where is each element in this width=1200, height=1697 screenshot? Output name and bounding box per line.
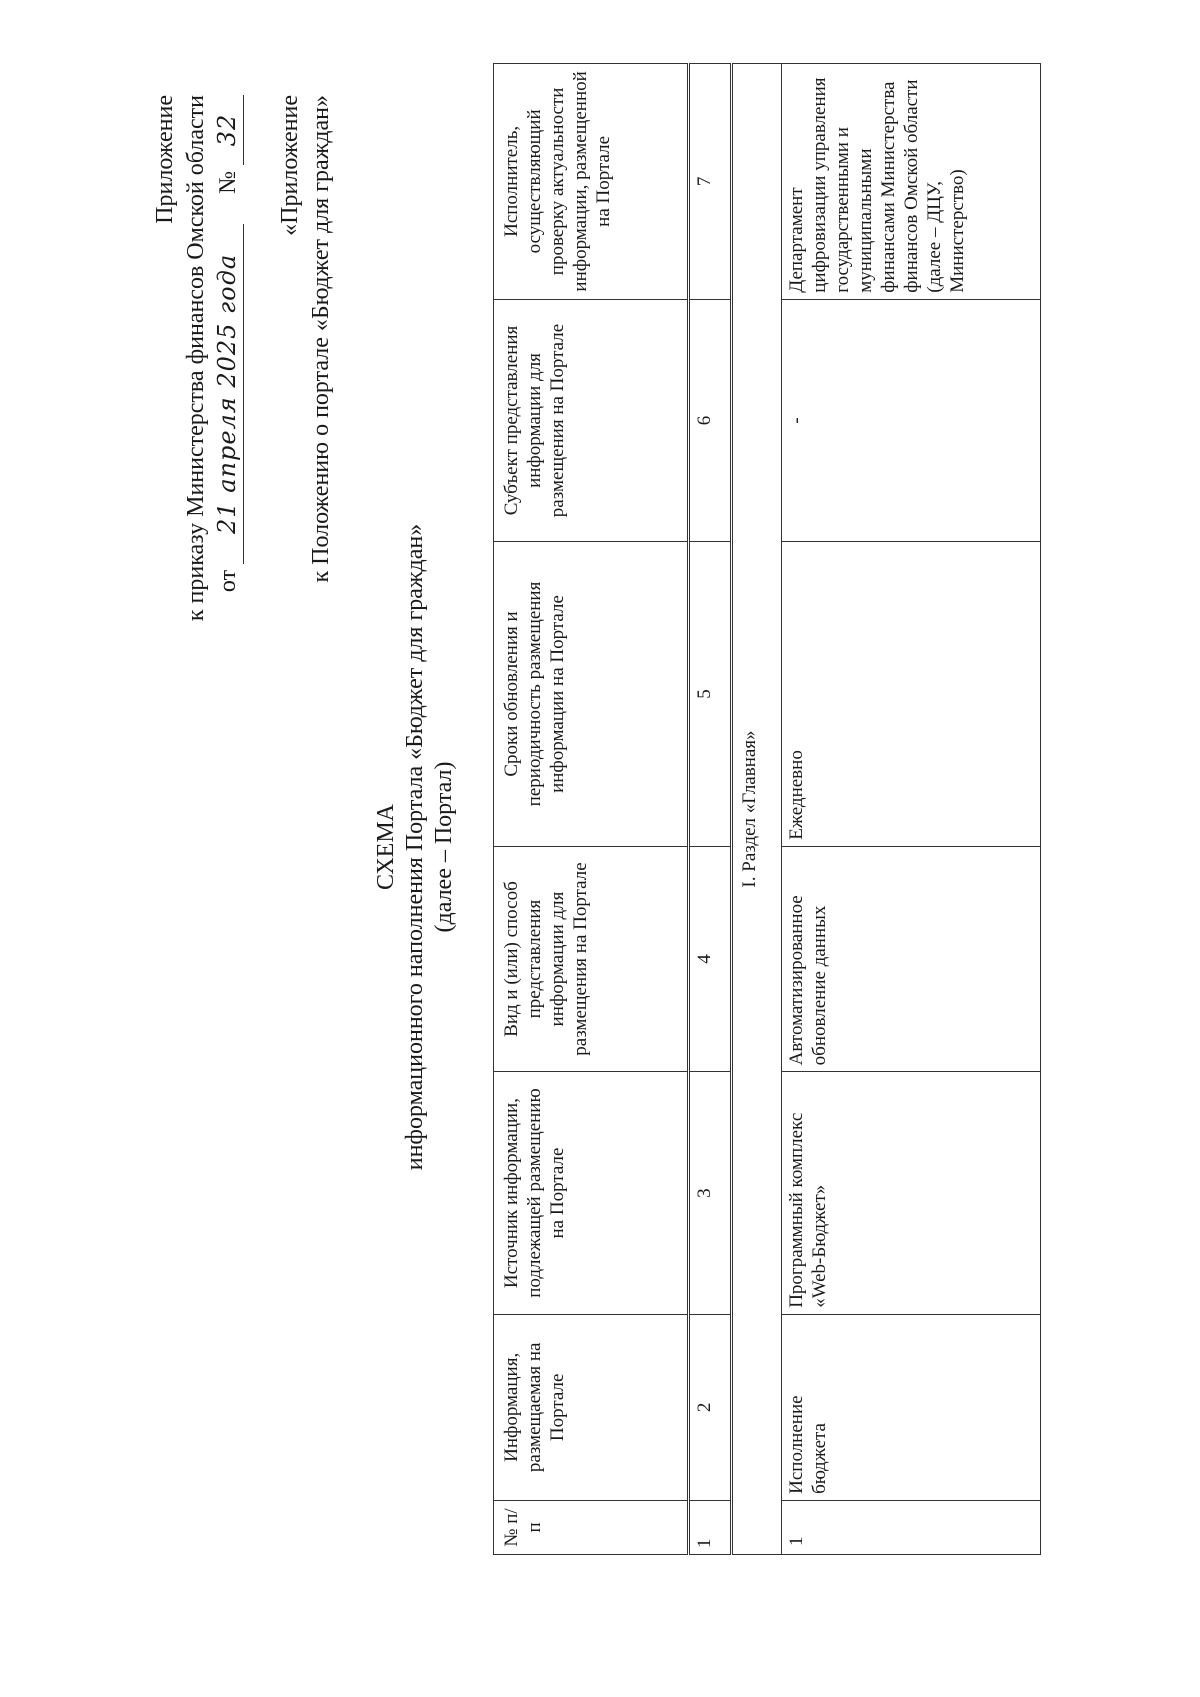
number-prefix: № [215, 171, 241, 194]
table-row [782, 64, 1041, 1555]
document-title [372, 247, 459, 1447]
regulation-line: к Положению о портале «Бюджет для граждан» [308, 95, 334, 583]
header-cell: № п/п [494, 1500, 689, 1554]
column-number: 5 [689, 542, 732, 847]
number-handwritten: 32 [212, 95, 244, 165]
row-info: Исполнение бюджета [782, 1314, 1041, 1500]
regulation-header [275, 95, 337, 583]
row-subject: - [782, 299, 1041, 541]
order-header [150, 95, 244, 621]
column-number: 6 [689, 299, 732, 541]
column-number: 1 [689, 1500, 732, 1554]
appendix-label: Приложение [152, 95, 178, 224]
header-cell: Субъект представления информации для размещения на Портале [494, 299, 689, 541]
section-title: I. Раздел «Главная» [732, 64, 782, 1555]
header-cell: Сроки обновления и периодичность размещения информации на Портале [494, 542, 689, 847]
header-cell: Вид и (или) способ представления информации для размещения на Портале [494, 846, 689, 1072]
row-period: Ежедневно [782, 542, 1041, 847]
row-source: Программный комплекс «Web-Бюджет» [782, 1072, 1041, 1314]
row-executor: Департамент цифровизации управления государственными и муниципальными финансами Министерства финансов Омской области (далее – ДЦУ, Министерство) [782, 64, 1041, 300]
title-line-3: (далее – Портал) [431, 761, 457, 933]
row-method: Автоматизированное обновление данных [782, 846, 1041, 1072]
order-line: к приказу Министерства финансов Омской области [183, 95, 209, 622]
title-line-1: СХЕМА [373, 803, 399, 891]
column-number-row [689, 64, 732, 1555]
title-line-2: информационного наполнения Портала «Бюджет для граждан» [402, 523, 428, 1171]
column-number: 7 [689, 64, 732, 300]
schema-table [493, 63, 1041, 1555]
header-cell: Информация, размещаемая на Портале [494, 1314, 689, 1500]
row-number: 1 [782, 1500, 1041, 1554]
header-cell: Исполнитель, осуществляющий проверку актуальности информации, размещенной на Портале [494, 64, 689, 300]
section-row [732, 64, 782, 1555]
appendix2-label: «Приложение [277, 95, 303, 236]
column-number: 4 [689, 846, 732, 1072]
header-cell: Источник информации, подлежащей размещению на Портале [494, 1072, 689, 1314]
date-prefix: от [215, 569, 241, 593]
table-header-row [494, 64, 689, 1555]
date-handwritten: 21 апреля 2025 года [212, 224, 244, 564]
column-number: 3 [689, 1072, 732, 1314]
column-number: 2 [689, 1314, 732, 1500]
date-number-line [212, 95, 244, 621]
